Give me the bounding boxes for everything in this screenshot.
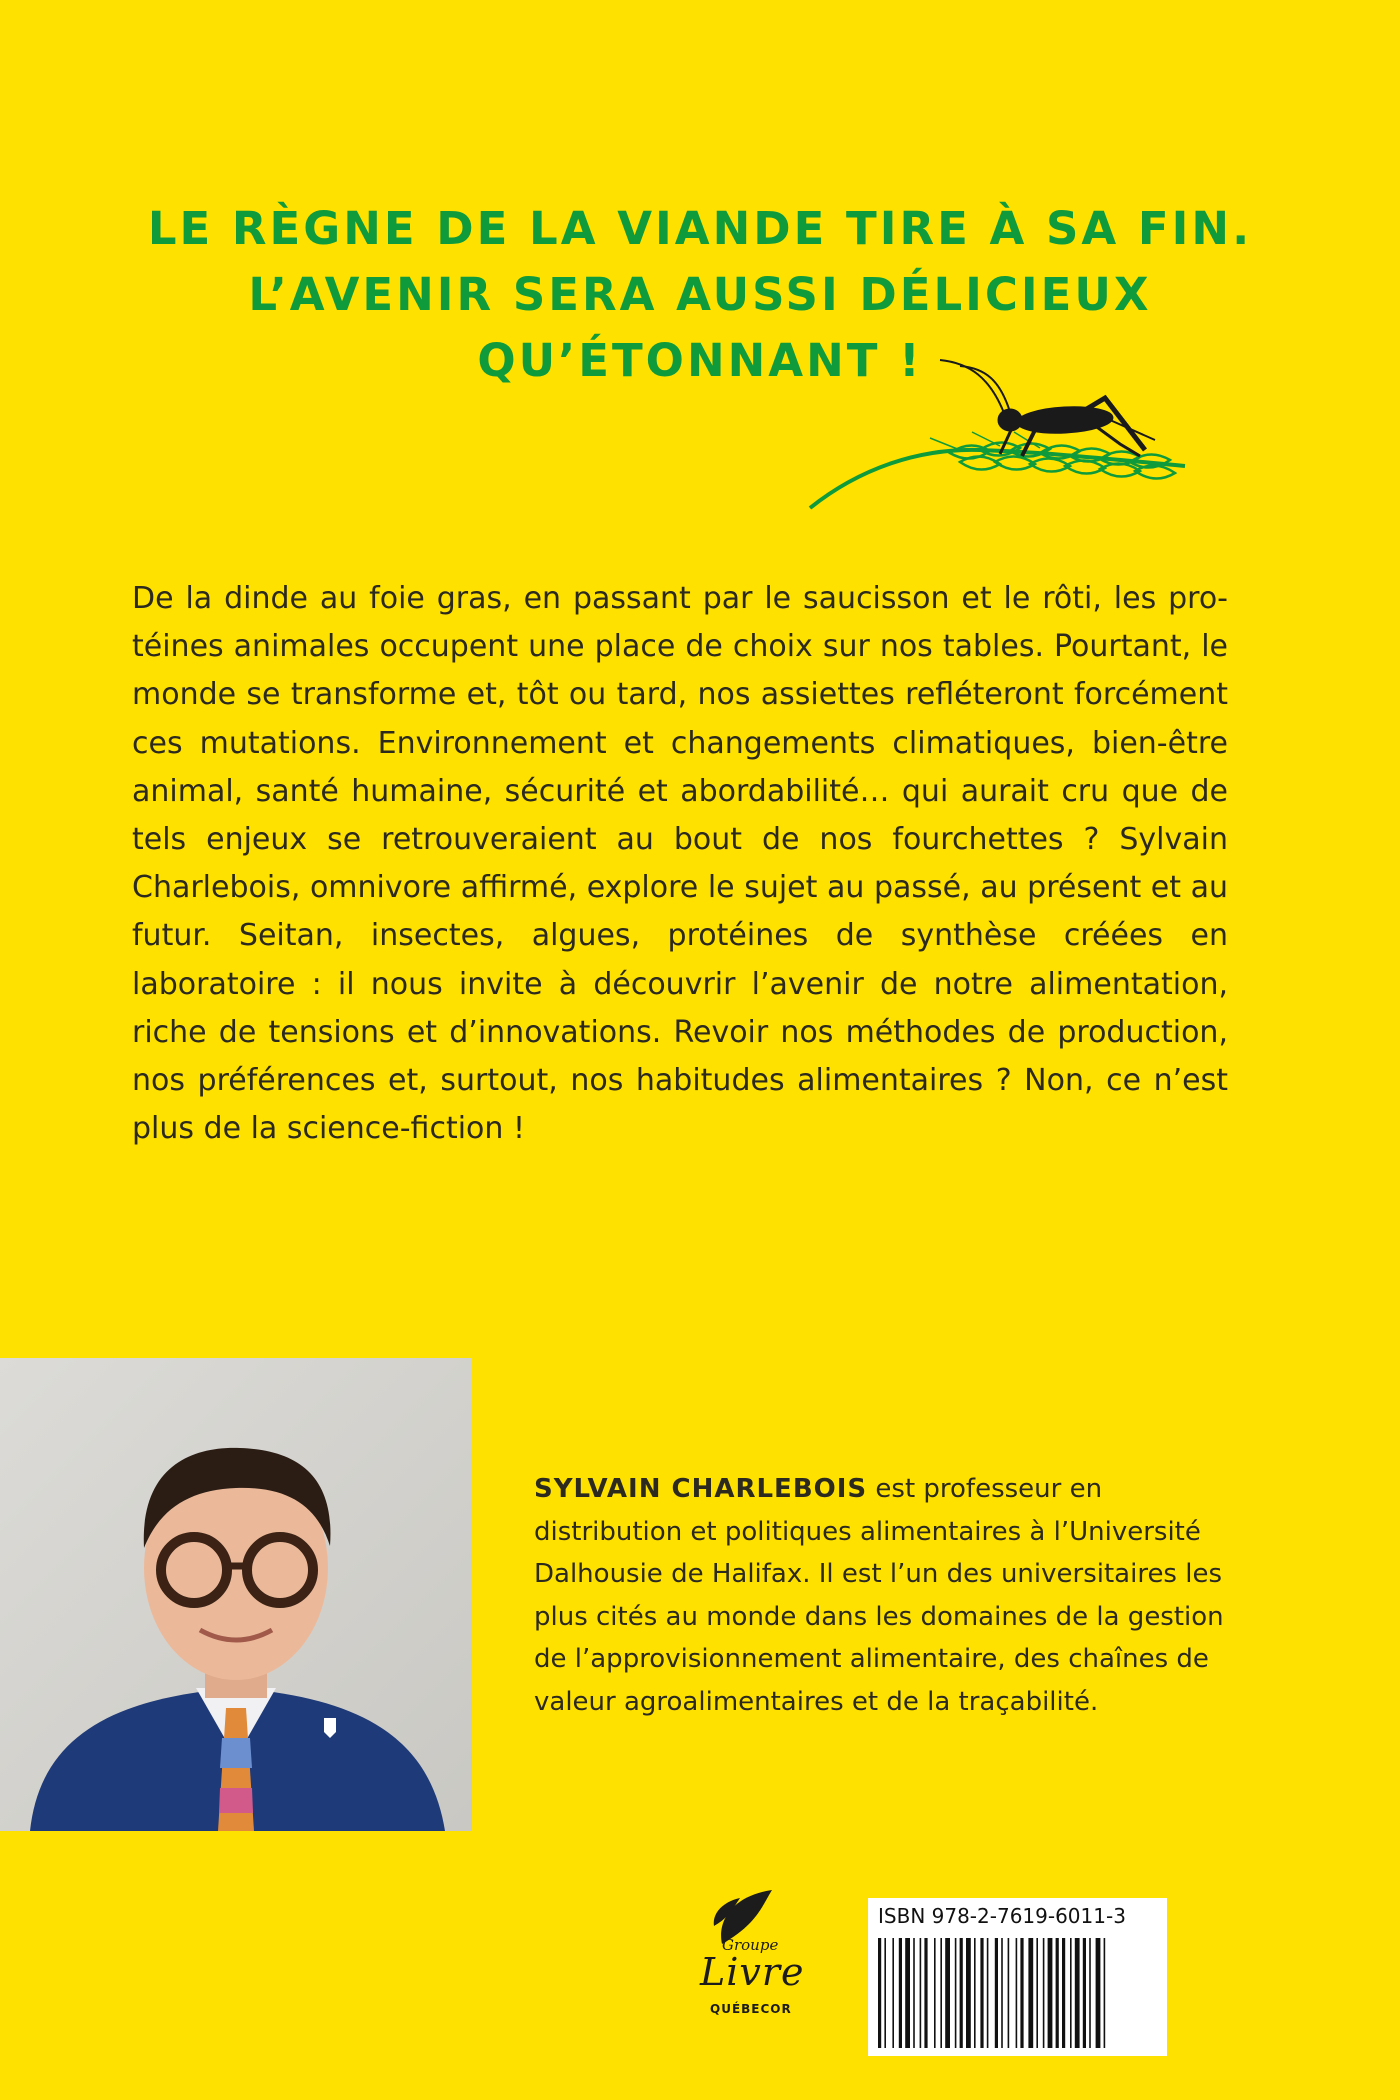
barcode-icon [878, 1938, 1158, 2048]
publisher-logo [662, 1886, 827, 2036]
headline-line-1: LE RÈGNE DE LA VIANDE TIRE À SA FIN. [147, 202, 1253, 255]
headline-line-3: QU’ÉTONNANT ! [477, 334, 923, 387]
isbn-number: ISBN 978-2-7619-6011-3 [878, 1904, 1126, 1928]
publisher-livre: Livre [700, 1950, 805, 1994]
author-photo [0, 1358, 472, 1831]
author-name: SYLVAIN CHARLEBOIS [534, 1474, 868, 1504]
author-bio [534, 1468, 1234, 1723]
publisher-quebecor: QUÉBECOR [710, 2002, 792, 2016]
cricket-on-wheat-icon [800, 358, 1200, 518]
author-bio-text: est professeur en distribution et politiques alimentaires à l’Université Dalhousie de Halifax. Il est l’un des universitaires les plus cités au monde dans les domaines de la gestion de l’approvisionnement alimentaire, des chaînes de valeur agroalimentaires et de la traçabilité. [534, 1474, 1224, 1717]
isbn-barcode [868, 1898, 1167, 2056]
back-cover-blurb: De la dinde au foie gras, en passant par le saucisson et le rôti, les protéines animales occupent une place de choix sur nos tables. Pourtant, le monde se transforme et, tôt ou tard, nos assiettes refléteront forcément ces mutations. Environnement et changements climatiques, bien-être animal, santé humaine, sécurité et abordabilité… qui aurait cru que de tels enjeux se retrouveraient au bout de nos fourchettes ? Sylvain Charlebois, omnivore affirmé, explore le sujet au passé, au présent et au futur. Seitan, insectes, algues, protéines de synthèse créées en laboratoire : il nous invite à découvrir l’avenir de notre alimentation, riche de tensions et d’innovations. Revoir nos méthodes de production, nos préférences et, surtout, nos habitudes alimentaires ? Non, ce n’est plus de la science-fiction ! [132, 581, 1228, 1147]
publisher-groupe: Groupe [722, 1936, 779, 1954]
headline-line-2: L’AVENIR SERA AUSSI DÉLICIEUX [248, 268, 1152, 321]
